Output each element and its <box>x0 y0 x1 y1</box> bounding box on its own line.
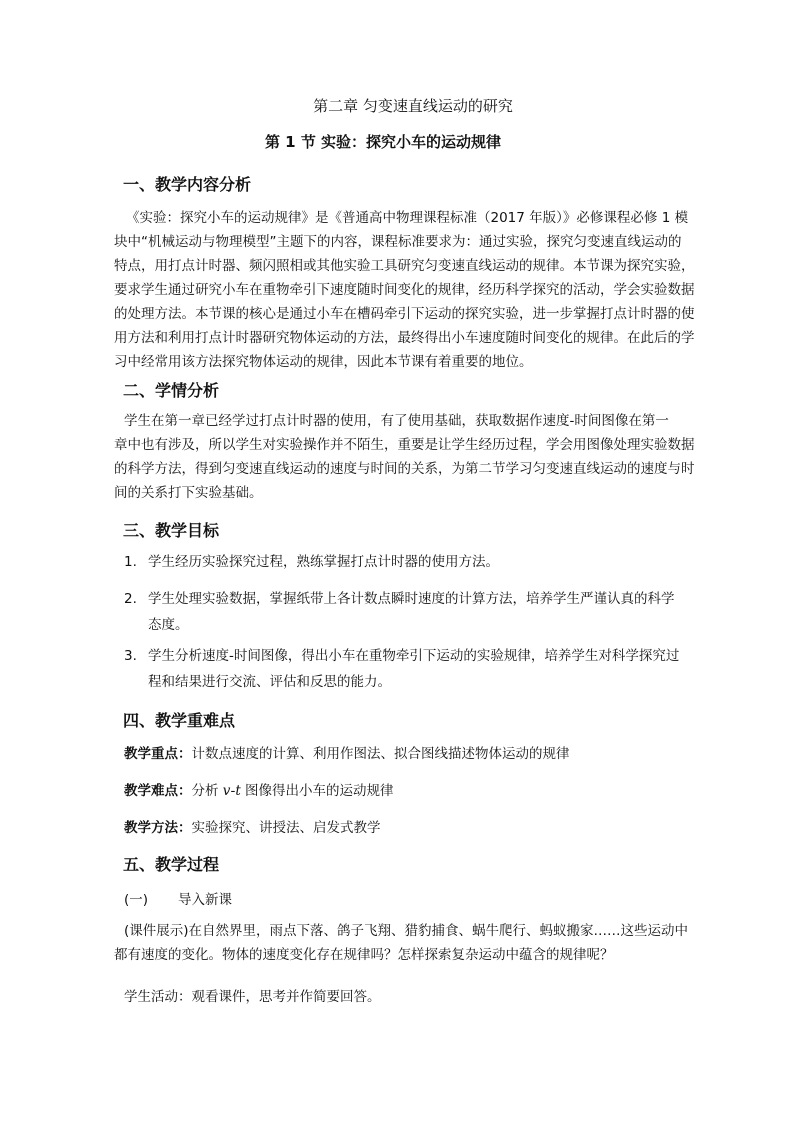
difficulty-text-pre: 分析 <box>191 783 223 799</box>
method-line <box>124 816 381 836</box>
variable-dash: - <box>230 783 236 799</box>
goal-text-continued: 程和结果进行交流、评估和反思的能力。 <box>148 674 391 690</box>
heading-key-points: 四、教学重难点 <box>123 711 236 730</box>
goal-item <box>124 549 704 575</box>
paragraph-line: 特点，用打点计时器、频闪照相或其他实验工具研究匀变速直线运动的规律。本节课为探究实验， <box>114 258 695 274</box>
goal-text-continued: 态度。 <box>148 617 189 633</box>
chapter-title: 第二章 匀变速直线运动的研究 <box>313 97 513 115</box>
goal-text: 学生经历实验探究过程，熟练掌握打点计时器的使用方法。 <box>148 554 499 570</box>
goal-number: 1. <box>124 554 137 570</box>
goal-item <box>124 643 704 695</box>
paragraph-content-analysis <box>114 206 700 374</box>
subsection-heading <box>124 888 232 908</box>
method-text: 实验探究、讲授法、启发式教学 <box>191 820 381 836</box>
subsection-number: (一) <box>124 892 149 908</box>
paragraph-learner-analysis <box>114 409 700 505</box>
key-point-line <box>124 742 570 762</box>
heading-content-analysis: 一、教学内容分析 <box>123 175 252 194</box>
paragraph-line: 学生在第一章已经学过打点计时器的使用，有了使用基础，获取数据作速度-时间图像在第一 <box>124 413 669 429</box>
heading-teaching-process: 五、教学过程 <box>123 855 220 874</box>
goal-number: 2. <box>124 591 137 607</box>
student-activity: 学生活动：观看课件，思考并作简要回答。 <box>124 989 381 1005</box>
goal-text: 学生处理实验数据，掌握纸带上各计数点瞬时速度的计算方法，培养学生严谨认真的科学 <box>148 591 675 607</box>
key-point-text: 计数点速度的计算、利用作图法、拟合图线描述物体运动的规律 <box>191 746 570 762</box>
heading-teaching-goals: 三、教学目标 <box>123 521 220 540</box>
paragraph-line: 的科学方法，得到匀变速直线运动的速度与时间的关系，为第二节学习匀变速直线运动的速度与时 <box>114 461 695 477</box>
velocity-variable: v <box>222 783 231 799</box>
key-point-label: 教学重点： <box>124 746 192 762</box>
paragraph-line: 用方法和利用打点计时器研究物体运动的方法，最终得出小车速度随时间变化的规律。在此后的学 <box>114 330 695 346</box>
paragraph-line: 章中也有涉及，所以学生对实验操作并不陌生，重要是让学生经历过程，学会用图像处理实验数据 <box>114 437 695 453</box>
paragraph-line: (课件展示)在自然界里，雨点下落、鸽子飞翔、猎豹捕食、蜗牛爬行、蚂蚁搬家……这些运动中 <box>124 923 689 939</box>
difficulty-line <box>124 779 394 799</box>
goal-item <box>124 586 704 638</box>
paragraph-line: 《实验：探究小车的运动规律》是《普通高中物理课程标准（2017 年版）》必修课程必修 1 模 <box>126 210 689 226</box>
difficulty-label: 教学难点： <box>124 783 192 799</box>
time-variable: t <box>235 783 241 799</box>
paragraph-line: 都有速度的变化。物体的速度变化存在规律吗？怎样探索复杂运动中蕴含的规律呢？ <box>114 947 614 963</box>
difficulty-text-post: 图像得出小车的运动规律 <box>240 783 394 799</box>
paragraph-line: 块中“机械运动与物理模型”主题下的内容，课程标准要求为：通过实验，探究匀变速直线运动的 <box>114 234 682 250</box>
paragraph-intro <box>114 919 700 967</box>
subsection-title: 导入新课 <box>178 892 233 908</box>
paragraph-line: 的处理方法。本节课的核心是通过小车在槽码牵引下运动的探究实验，进一步掌握打点计时器的使 <box>114 306 695 322</box>
section-title: 第 1 节 实验：探究小车的运动规律 <box>264 133 502 151</box>
heading-learner-analysis: 二、学情分析 <box>123 381 220 400</box>
method-label: 教学方法： <box>124 820 192 836</box>
goal-text: 学生分析速度-时间图像，得出小车在重物牵引下运动的实验规律，培养学生对科学探究过 <box>148 648 680 664</box>
goal-number: 3. <box>124 648 137 664</box>
paragraph-line: 间的关系打下实验基础。 <box>114 485 263 501</box>
paragraph-line: 要求学生通过研究小车在重物牵引下速度随时间变化的规律，经历科学探究的活动，学会实验数据 <box>114 282 695 298</box>
paragraph-line: 习中经常用该方法探究物体运动的规律，因此本节课有着重要的地位。 <box>114 354 533 370</box>
